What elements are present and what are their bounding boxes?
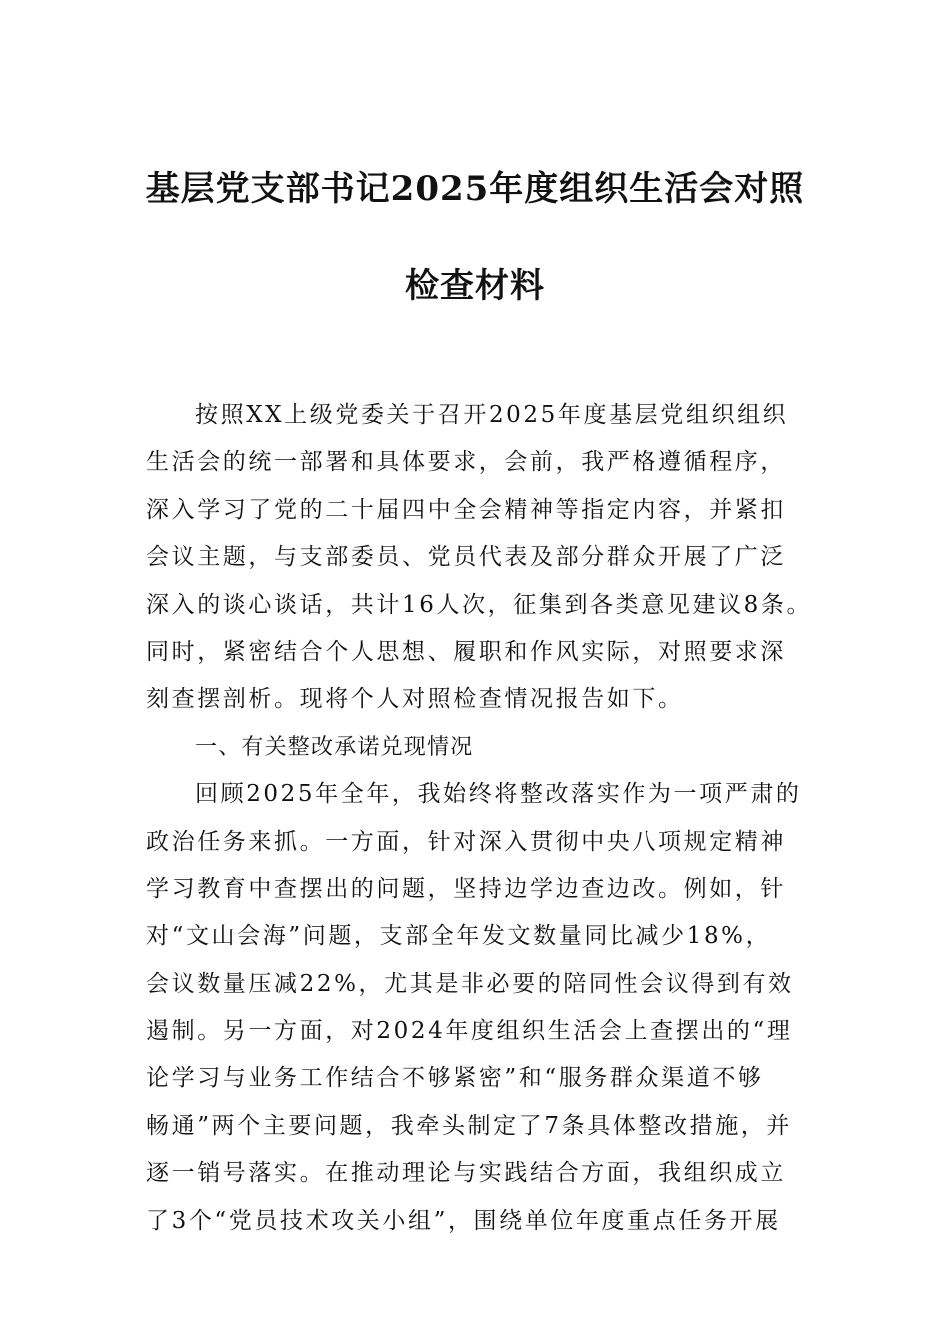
body-line: 学习教育中查摆出的问题，坚持边学边查边改。例如，针	[146, 875, 786, 902]
document-title-line-1: 基层党支部书记2025年度组织生活会对照	[145, 169, 805, 209]
body-line: 政治任务来抓。一方面，针对深入贯彻中央八项规定精神	[146, 828, 786, 855]
body-line: 按照XX上级党委关于召开2025年度基层党组织组织	[195, 402, 789, 428]
body-line: 论学习与业务工作结合不够紧密”和“服务群众渠道不够	[146, 1065, 764, 1092]
body-line: 逐一销号落实。在推动理论与实践结合方面，我组织成立	[146, 1160, 786, 1187]
body-line: 深入学习了党的二十届四中全会精神等指定内容，并紧扣	[146, 496, 786, 523]
body-line: 生活会的统一部署和具体要求，会前，我严格遵循程序，	[146, 449, 786, 476]
body-line: 同时，紧密结合个人思想、履职和作风实际，对照要求深	[146, 638, 786, 665]
body-line: 深入的谈心谈话，共计16人次，征集到各类意见建议8条。	[146, 591, 813, 618]
body-line: 刻查摆剖析。现将个人对照检查情况报告如下。	[146, 686, 684, 713]
body-line: 畅通”两个主要问题，我牵头制定了7条具体整改措施，并	[146, 1112, 792, 1139]
body-line: 遏制。另一方面，对2024年度组织生活会上查摆出的“理	[146, 1018, 793, 1045]
document-title-line-2: 检查材料	[405, 266, 545, 306]
section-heading: 一、有关整改承诺兑现情况	[195, 734, 474, 760]
document-body	[146, 392, 836, 1245]
body-line: 对“文山会海”问题，支部全年发文数量同比减少18%，	[146, 923, 772, 950]
body-line: 会议数量压减22%，尤其是非必要的陪同性会议得到有效	[146, 970, 794, 997]
body-line: 了3个“党员技术攻关小组”，围绕单位年度重点任务开展	[146, 1207, 781, 1234]
body-line: 回顾2025年全年，我始终将整改落实作为一项严肃的	[195, 781, 802, 808]
body-line: 会议主题，与支部委员、党员代表及部分群众开展了广泛	[146, 544, 786, 571]
